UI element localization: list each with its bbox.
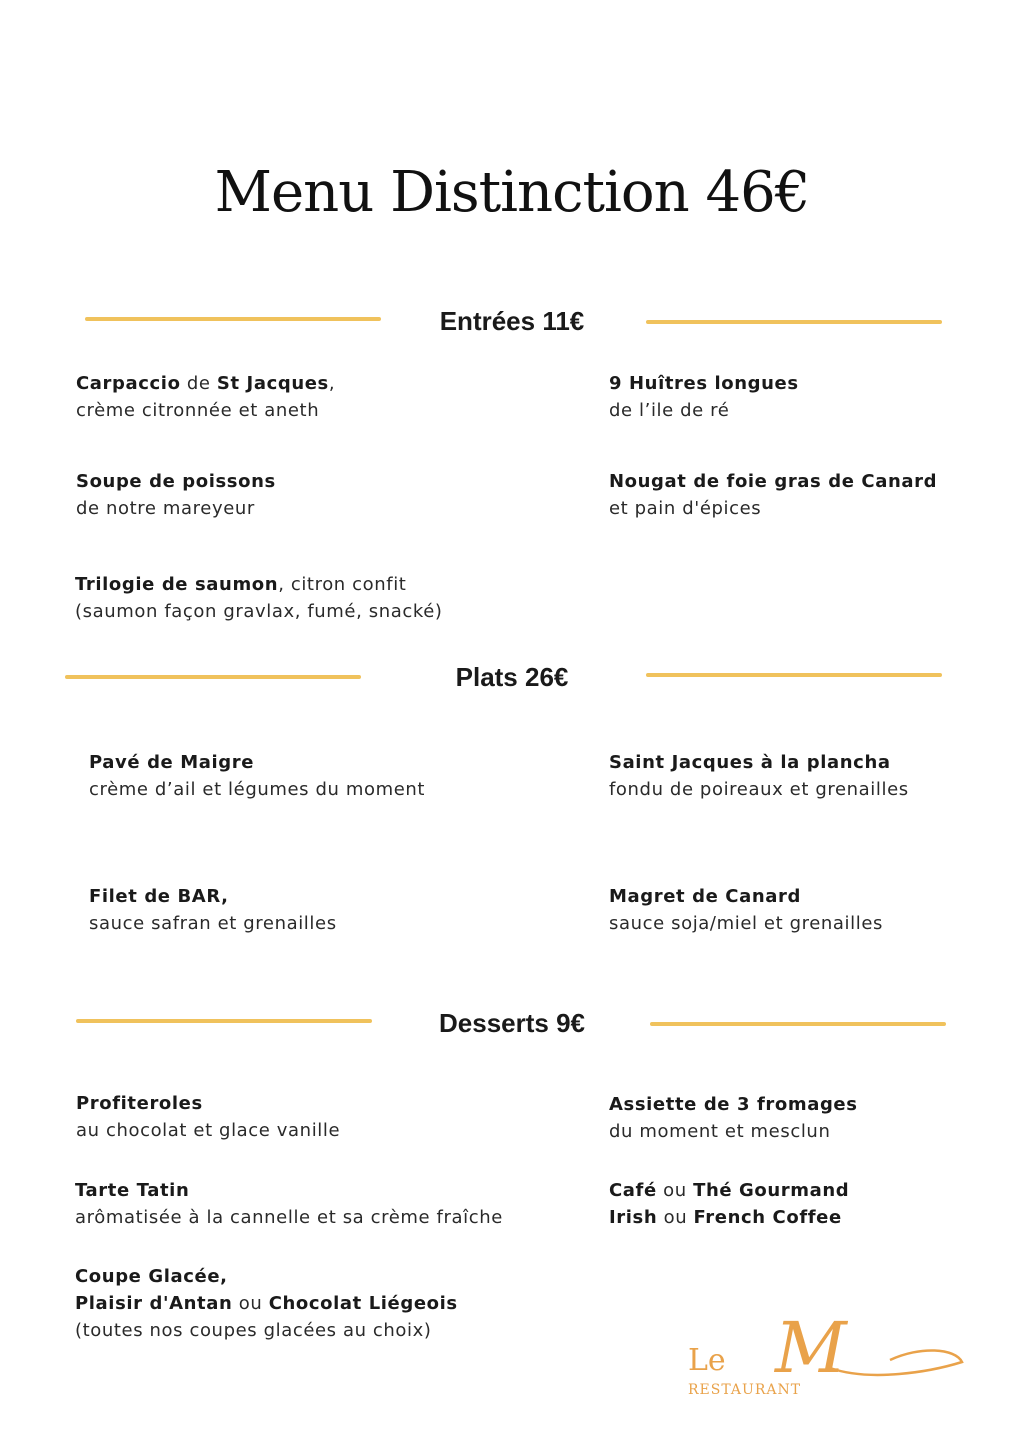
divider-line (646, 320, 942, 324)
menu-item-carpaccio: Carpaccio de St Jacques, crème citronnée et aneth (76, 373, 336, 421)
menu-item-cafe: Café ou Thé Gourmand Irish ou French Coffee (609, 1180, 850, 1228)
logo-restaurant-text: RESTAURANT (688, 1382, 802, 1398)
menu-item-huitres: 9 Huîtres longues de l’ile de ré (609, 373, 799, 421)
menu-item-tarte: Tarte Tatin arômatisée à la cannelle et sa crème fraîche (75, 1180, 503, 1228)
divider-line (646, 673, 942, 677)
divider-line (650, 1022, 946, 1026)
menu-title: Menu Distinction 46€ (214, 160, 810, 225)
logo-swash (830, 1350, 962, 1374)
menu-item-magret: Magret de Canard sauce soja/miel et grenailles (609, 886, 883, 934)
menu-item-assiette: Assiette de 3 fromages du moment et mesclun (609, 1094, 858, 1142)
menu-item-profiteroles: Profiteroles au chocolat et glace vanille (76, 1093, 341, 1141)
section-heading-plats: Plats 26€ (455, 662, 569, 692)
menu-item-nougat: Nougat de foie gras de Canard et pain d'épices (609, 471, 938, 519)
logo-m-letter: M (775, 1310, 847, 1389)
menu-item-saint-jacques: Saint Jacques à la plancha fondu de poireaux et grenailles (609, 752, 909, 800)
menu-item-filet: Filet de BAR, sauce safran et grenailles (89, 886, 337, 934)
section-heading-entrees: Entrées 11€ (439, 306, 585, 336)
menu-item-pave: Pavé de Maigre crème d’ail et légumes du moment (89, 752, 426, 800)
menu-item-trilogie: Trilogie de saumon, citron confit (saumon façon gravlax, fumé, snacké) (75, 574, 443, 622)
section-heading-desserts: Desserts 9€ (439, 1008, 585, 1038)
menu-item-soupe: Soupe de poissons de notre mareyeur (76, 471, 276, 519)
restaurant-logo (680, 1310, 970, 1400)
logo-le-text: Le (688, 1343, 726, 1378)
menu-item-coupe: Coupe Glacée, Plaisir d'Antan ou Chocolat Liégeois (toutes nos coupes glacées au choix) (75, 1266, 458, 1341)
